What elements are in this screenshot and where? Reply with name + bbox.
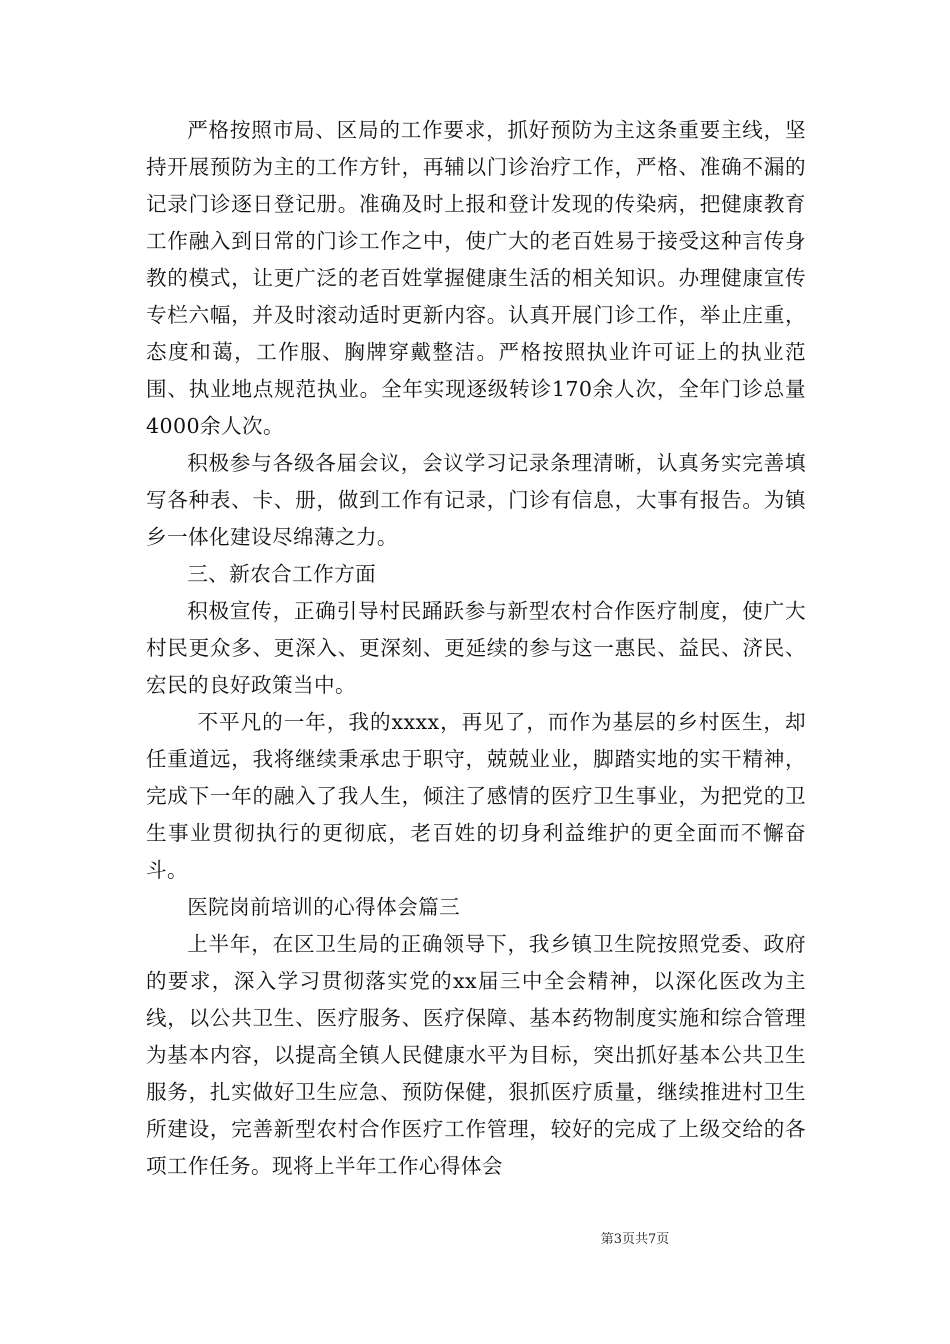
section-heading-part-three: 医院岗前培训的心得体会篇三 [187,895,461,919]
paragraph-meetings: 积极参与各级各届会议，会议学习记录条理清晰，认真务实完善填写各种表、卡、册，做到工作有记录，门诊有信息，大事有报告。为镇乡一体化建设尽绵薄之力。 [146,451,806,549]
paragraph-half-year: 上半年，在区卫生局的正确领导下，我乡镇卫生院按照党委、政府的要求，深入学习贯彻落实党的xx届三中全会精神，以深化医改为主线，以公共卫生、医疗服务、医疗保障、基本药物制度实施和综合管理为基本内容，以提高全镇人民健康水平为目标，突出抓好基本公共卫生服务，扎实做好卫生应急、预防保健，狠抓医疗质量，继续推进村卫生所建设，完善新型农村合作医疗工作管理，较好的完成了上级交给的各项工作任务。现将上半年工作心得体会 [146,932,806,1178]
section-heading-ncms: 三、新农合工作方面 [187,562,377,586]
paragraph-ncms: 积极宣传，正确引导村民踊跃参与新型农村合作医疗制度，使广大村民更众多、更深入、更深刻、更延续的参与这一惠民、益民、济民、宏民的良好政策当中。 [146,599,806,697]
paragraph-clinic-work: 严格按照市局、区局的工作要求，抓好预防为主这条重要主线，坚持开展预防为主的工作方针，再辅以门诊治疗工作，严格、准确不漏的记录门诊逐日登记册。准确及时上报和登计发现的传染病，把健康教育工作融入到日常的门诊工作之中，使广大的老百姓易于接受这种言传身教的模式，让更广泛的老百姓掌握健康生活的相关知识。办理健康宣传专栏六幅，并及时滚动适时更新内容。认真开展门诊工作，举止庄重，态度和蔼，工作服、胸牌穿戴整洁。严格按照执业许可证上的执业范围、执业地点规范执业。全年实现逐级转诊170余人次，全年门诊总量4000余人次。 [146,118,806,438]
paragraph-year-summary: 不平凡的一年，我的xxxx，再见了，而作为基层的乡村医生，却任重道远，我将继续秉承忠于职守，兢兢业业，脚踏实地的实干精神，完成下一年的融入了我人生，倾注了感情的医疗卫生事业，为把党的卫生事业贯彻执行的更彻底，老百姓的切身利益维护的更全面而不懈奋斗。 [146,710,806,882]
page-number-footer: 第3页共7页 [600,1232,670,1247]
document-body [146,112,806,1185]
